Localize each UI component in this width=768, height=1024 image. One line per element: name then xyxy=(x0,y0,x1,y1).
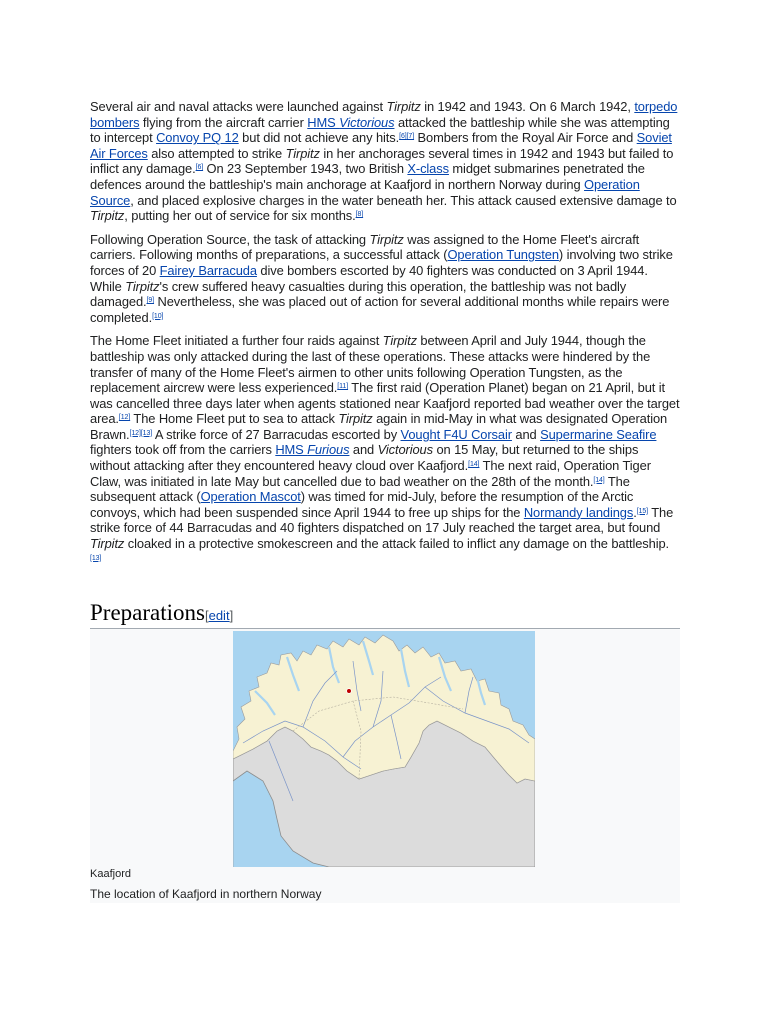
italic-text: Tirpitz xyxy=(285,145,320,161)
italic-text: Tirpitz xyxy=(90,208,125,224)
italic-text: Victorious xyxy=(377,442,433,458)
article-paragraph xyxy=(90,232,680,326)
wiki-link[interactable]: Convoy PQ 12 xyxy=(156,130,239,146)
citation-link[interactable]: [15] xyxy=(636,507,648,515)
text-run: The first raid (Operation Planet) began on 21 April, but it was cancelled three days later when agents stationed near Kaafjord reported bad weather over the target area. xyxy=(90,380,680,427)
citation-link[interactable]: [7] xyxy=(406,133,415,141)
citation-ref[interactable] xyxy=(141,430,152,437)
citation-link[interactable]: [11] xyxy=(337,383,349,391)
wiki-link[interactable]: Operation Mascot xyxy=(200,489,301,505)
text-run: ) was timed for mid-July, before the resumption of the Arctic convoys, which had been suspended since April 1944 to free up ships for the xyxy=(90,489,634,520)
wiki-link[interactable]: Fairey Barracuda xyxy=(159,262,257,278)
citation-ref[interactable] xyxy=(147,297,154,304)
text-run: Several air and naval attacks were launched against xyxy=(90,99,387,114)
text-run: The strike force of 44 Barracudas and 40 fighters dispatched on 17 July reached the target area, but found xyxy=(90,504,674,536)
wiki-link[interactable]: Supermarine Seafire xyxy=(540,426,657,442)
text-run: between April and July 1944, though the battleship was only attacked during the last of these operations. These attacks were hindered by the transfer of many of the Home Fleet's airmen to other units following Operation Tungsten, as the replacement aircrew were less experienced. xyxy=(90,333,651,396)
text-run: Nevertheless, she was placed out of action for several additional months while repairs were completed. xyxy=(90,294,670,325)
citation-link[interactable]: [14] xyxy=(593,476,605,484)
wiki-link[interactable]: Victorious xyxy=(339,114,395,130)
citation-ref[interactable] xyxy=(119,414,130,421)
text-run: again in mid-May in what was designated Operation Brawn. xyxy=(90,411,668,442)
wiki-link[interactable]: HMS xyxy=(307,114,340,130)
citation-ref[interactable] xyxy=(90,555,101,562)
text-run: and xyxy=(511,426,541,442)
text-run: fighters took off from the carriers xyxy=(90,442,276,458)
text-run: The next raid, Operation Tiger Claw, was initiated in late May but cancelled due to bad weather on the 28th of the month. xyxy=(90,458,651,489)
text-run: midget submarines penetrated the defences around the battleship's main anchorage at Kaafjord in northern Norway during xyxy=(90,161,645,192)
citation-link[interactable]: [6] xyxy=(399,133,407,141)
text-run: The Home Fleet initiated a further four raids against xyxy=(90,333,383,349)
kaafjord-marker[interactable] xyxy=(347,689,352,694)
wiki-link[interactable]: Vought F4U Corsair xyxy=(400,426,512,442)
text-run: also attempted to strike xyxy=(147,145,286,161)
wiki-link[interactable]: HMS xyxy=(275,442,308,458)
edit-section xyxy=(205,608,233,623)
citation-link[interactable]: [12] xyxy=(129,429,141,437)
citation-ref[interactable] xyxy=(337,383,348,390)
text-run: and xyxy=(349,442,378,458)
text-run: A strike force of 27 Barracudas escorted by xyxy=(152,426,401,442)
italic-text: Tirpitz xyxy=(369,231,404,247)
wiki-link[interactable]: X-class xyxy=(407,161,449,177)
text-run: in 1942 and 1943. On 6 March 1942, xyxy=(420,99,635,114)
wiki-link[interactable]: Normandy landings xyxy=(523,504,634,520)
wiki-link[interactable]: Operation Source xyxy=(90,176,640,208)
text-run: on 15 May, but returned to the ships without attacking after they encountered heavy cloud over Kaafjord. xyxy=(90,442,639,474)
article-paragraph xyxy=(90,99,680,224)
text-run: Following Operation Source, the task of attacking xyxy=(90,231,370,247)
citation-ref[interactable] xyxy=(152,313,163,320)
text-run: attacked the battleship while she was attempting to intercept xyxy=(90,114,670,146)
section-heading-row xyxy=(90,598,680,629)
citation-ref[interactable] xyxy=(407,133,414,140)
section-title: Preparations xyxy=(90,600,205,625)
text-run: On 23 September 1943, two British xyxy=(203,161,408,177)
edit-bracket-close: ] xyxy=(229,608,234,623)
citation-link[interactable]: [13] xyxy=(140,429,153,437)
citation-ref[interactable] xyxy=(399,133,406,140)
text-run: The Home Fleet put to sea to attack xyxy=(130,411,339,427)
italic-text: Tirpitz xyxy=(386,99,421,114)
map-label: Kaafjord xyxy=(90,868,131,880)
citation-link[interactable]: [9] xyxy=(146,297,155,305)
text-run: The subsequent attack ( xyxy=(90,473,630,505)
citation-ref[interactable] xyxy=(196,164,203,171)
citation-ref[interactable] xyxy=(130,430,141,437)
text-run: dive bombers escorted by 40 fighters was conducted on 3 April 1944. While xyxy=(90,262,648,294)
kaafjord-location-map[interactable] xyxy=(233,631,535,867)
text-run: Bombers from the Royal Air Force and xyxy=(414,130,637,146)
wiki-link[interactable]: torpedo bombers xyxy=(90,99,678,130)
edit-link[interactable]: edit xyxy=(208,608,230,623)
italic-text: Tirpitz xyxy=(382,333,417,349)
article-paragraph xyxy=(90,333,680,567)
citation-link[interactable]: [13] xyxy=(90,554,102,562)
text-run: cloaked in a protective smokescreen and the attack failed to inflict any damage on the battleship. xyxy=(124,536,670,552)
citation-ref[interactable] xyxy=(593,477,604,484)
italic-text: Tirpitz xyxy=(338,411,373,427)
text-run: in her anchorages several times in 1942 and 1943 but failed to inflict any damage. xyxy=(90,145,674,177)
text-run: ) involving two strike forces of 20 xyxy=(90,247,673,278)
citation-ref[interactable] xyxy=(468,461,479,468)
citation-link[interactable]: [14] xyxy=(468,461,480,469)
italic-text: Tirpitz xyxy=(125,278,160,294)
text-run: , and placed explosive charges in the water beneath her. This attack caused extensive damage to xyxy=(130,192,677,208)
text-run: but did not achieve any hits. xyxy=(238,130,400,146)
text-run: , putting her out of service for six months. xyxy=(124,208,356,224)
wiki-link[interactable]: Operation Tungsten xyxy=(447,247,559,263)
citation-ref[interactable] xyxy=(637,508,648,515)
citation-link[interactable]: [8] xyxy=(355,211,364,219)
article-body xyxy=(90,99,680,575)
citation-link[interactable]: [6] xyxy=(195,164,204,172)
citation-ref[interactable] xyxy=(356,211,363,218)
edit-bracket-open: [ xyxy=(204,608,209,623)
text-run: was assigned to the Home Fleet's aircraft carriers. Following months of preparations, a successful attack ( xyxy=(90,231,640,263)
citation-link[interactable]: [10] xyxy=(152,312,164,320)
wiki-link[interactable]: Furious xyxy=(307,442,350,458)
citation-link[interactable]: [12] xyxy=(118,414,131,422)
italic-text: Tirpitz xyxy=(90,536,125,552)
map-image xyxy=(233,631,535,867)
text-run: flying from the aircraft carrier xyxy=(139,114,308,130)
text-run: . xyxy=(633,504,637,520)
map-figure xyxy=(90,629,680,903)
map-caption: The location of Kaafjord in northern Norway xyxy=(90,887,322,901)
wiki-link[interactable]: Soviet Air Forces xyxy=(90,130,672,161)
text-run: 's crew suffered heavy casualties during this operation, the battleship was not badly damaged. xyxy=(90,278,627,310)
